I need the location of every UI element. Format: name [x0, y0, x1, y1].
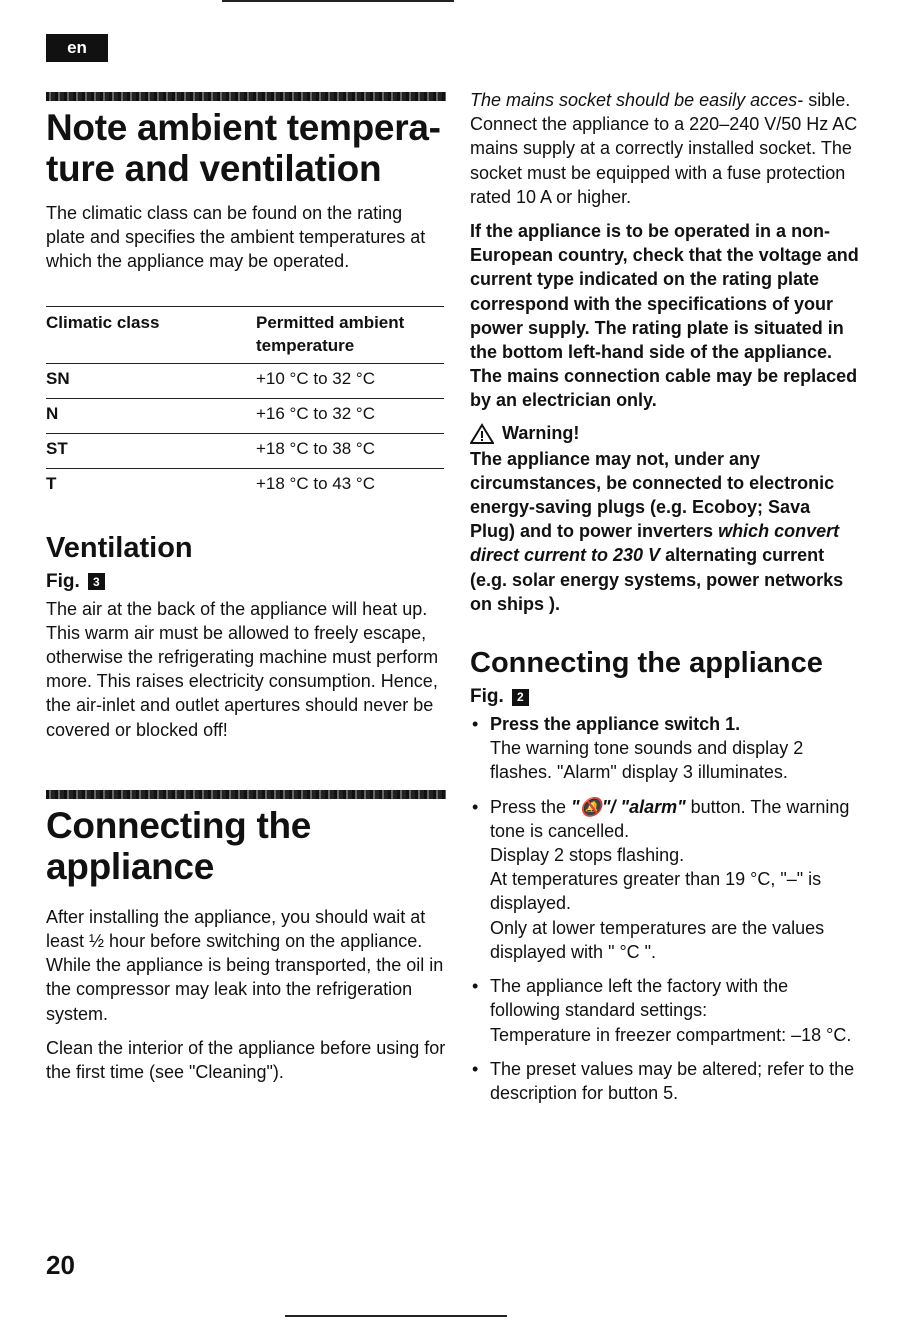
warning-text: The appliance may not, under any circumstances, be connected to electronic energy-saving plugs (e.g. Ecoboy; Sava Plug) and to power inverters	[470, 448, 835, 542]
heading-ventilation: Ventilation	[46, 531, 193, 564]
warning-paragraph	[470, 447, 860, 616]
climate-class-cell: SN	[46, 363, 256, 398]
ventilation-paragraph: The air at the back of the appliance will heat up. This warm air must be allowed to freely escape, otherwise the refrigerating machine must perform more. This raises electricity consumption. Hence, the air-inlet and outlet apertures should never be covered or blocked off!	[46, 598, 439, 740]
warning-label: Warning!	[502, 423, 580, 444]
connecting-paragraph-1: After installing the appliance, you should wait at least ½ hour before switching on the appliance. While the appliance is being transported, the oil in the compressor may leak into the refrigeration system.	[46, 906, 444, 1024]
table-header-temperature: Permitted ambient temperature	[256, 306, 444, 363]
top-rule	[222, 0, 454, 2]
heading-connecting-appliance-right: Connecting the appliance	[470, 647, 823, 680]
list-item	[470, 795, 860, 964]
mains-socket-paragraph	[470, 88, 860, 209]
climate-class-cell: N	[46, 398, 256, 433]
fig-label: Fig.	[46, 570, 80, 592]
figure-reference	[470, 686, 860, 708]
step-alarm-line-4: Only at lower temperatures are the values displayed with " °C ".	[490, 917, 825, 962]
table-row	[46, 398, 444, 433]
step-alarm-post: button. The warning tone is cancelled.	[490, 796, 850, 841]
connecting-paragraph-2: Clean the interior of the appliance before using for the first time (see "Cleaning").	[46, 1037, 446, 1083]
instruction-list	[470, 712, 860, 1105]
fig-label: Fig.	[470, 686, 504, 708]
step-press-switch: • Press the appliance switch 1.	[490, 714, 741, 735]
table-row	[46, 468, 444, 503]
step-factory-settings: • The appliance left the factory with the following standard settings:	[490, 976, 789, 1021]
intro-paragraph: The climatic class can be found on the rating plate and specifies the ambient temperatures at which the appliance may be operated.	[46, 203, 426, 272]
figure-reference	[46, 571, 446, 593]
list-item	[470, 1057, 860, 1105]
warning-tail: alternating current (e.g. solar energy systems, power networks on ships ).	[470, 545, 844, 614]
list-item	[470, 712, 860, 785]
temperature-cell: +18 °C to 38 °C	[256, 433, 444, 468]
step-alarm-line-2: Display 2 stops flashing.	[490, 845, 685, 866]
warning-icon	[470, 423, 494, 445]
warning-italic: which convert direct current to 230 V	[470, 521, 840, 566]
non-european-paragraph: If the appliance is to be operated in a non-European country, check that the voltage and current type indicated on the rating plate correspond with the specifications of your power supply. The rating plate is situated in the bottom left-hand side of the appliance. The mains connection cable may be replaced by an electrician only.	[470, 221, 859, 411]
temperature-cell: +10 °C to 32 °C	[256, 363, 444, 398]
step-factory-settings-temp: Temperature in freezer compartment: –18 °C.	[490, 1024, 852, 1045]
step-preset-values: • The preset values may be altered; refer to the description for button 5.	[490, 1058, 855, 1103]
climatic-class-table	[46, 306, 444, 503]
mains-socket-lead: The mains socket should be easily acces-	[470, 90, 804, 110]
table-header-class: Climatic class	[46, 306, 256, 363]
left-column	[46, 92, 446, 1084]
mains-socket-text: sible. Connect the appliance to a 220–240 V/50 Hz AC mains supply at a correctly installed socket. The socket must be equipped with a fuse protection rated 10 A or higher.	[470, 90, 858, 207]
language-badge: en	[46, 34, 108, 62]
table-row	[46, 433, 444, 468]
warning-heading	[470, 423, 860, 445]
heading-ambient-temperature: Note ambient tempera- ture and ventilation	[46, 107, 441, 189]
bottom-rule	[285, 1315, 507, 1317]
step-alarm-button	[490, 795, 860, 843]
page-number: 20	[46, 1250, 75, 1280]
climate-class-cell: T	[46, 473, 57, 493]
temperature-cell: +16 °C to 32 °C	[256, 398, 444, 433]
climate-class-cell: ST	[46, 433, 256, 468]
section-rule	[46, 790, 446, 799]
step-press-switch-detail: The warning tone sounds and display 2 flashes. "Alarm" display 3 illuminates.	[490, 738, 804, 783]
alarm-button-label: "🔕"/ "alarm"	[571, 796, 686, 817]
section-rule	[46, 92, 446, 101]
list-item	[470, 974, 860, 1047]
fig-number-badge: 3	[88, 573, 105, 590]
fig-number-badge: 2	[512, 689, 529, 706]
heading-connecting-appliance: Connecting the appliance	[46, 804, 312, 887]
step-alarm-pre: Press the	[490, 796, 572, 817]
temperature-cell: +18 °C to 43 °C	[256, 473, 375, 493]
table-row	[46, 363, 444, 398]
right-column	[470, 88, 860, 1115]
step-alarm-line-3: At temperatures greater than 19 °C, "–" is displayed.	[490, 869, 822, 914]
